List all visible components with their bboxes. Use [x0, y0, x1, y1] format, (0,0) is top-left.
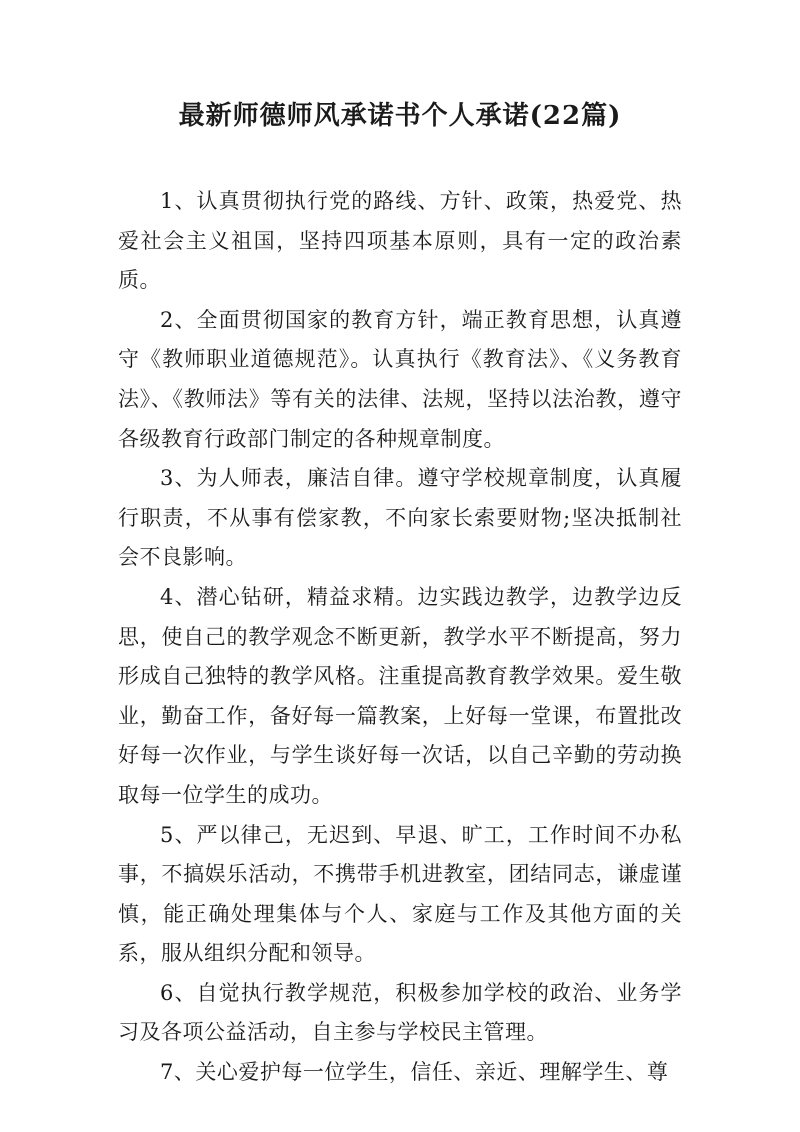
paragraph-1: 1、认真贯彻执行党的路线、方针、政策，热爱党、热爱社会主义祖国，坚持四项基本原则，具有一定的政治素质。: [118, 189, 682, 293]
paragraph-7: 7、关心爱护每一位学生，信任、亲近、理解学生、尊: [160, 1060, 669, 1085]
paragraph-2: 2、全面贯彻国家的教育方针，端正教育思想，认真遵守《教师职业道德规范》。认真执行《教育法》、《义务教育法》、《教师法》等有关的法律、法规，坚持以法治教，遵守各级教育行政部门制定的各种规章制度。: [118, 307, 682, 451]
paragraph-3: 3、为人师表，廉洁自律。遵守学校规章制度，认真履行职责，不从事有偿家教，不向家长索要财物;坚决抵制社会不良影响。: [118, 466, 682, 570]
document-title: 最新师德师风承诺书个人承诺(22篇): [178, 101, 622, 131]
paragraph-5: 5、严以律己，无迟到、早退、旷工，工作时间不办私事，不搞娱乐活动，不携带手机进教室，团结同志，谦虚谨慎，能正确处理集体与个人、家庭与工作及其他方面的关系，服从组织分配和领导。: [118, 822, 682, 966]
paragraph-6: 6、自觉执行教学规范，积极参加学校的政治、业务学习及各项公益活动，自主参与学校民主管理。: [118, 980, 682, 1045]
document-body: [118, 182, 682, 1093]
paragraph-4: 4、潜心钻研，精益求精。边实践边教学，边教学边反思，使自己的教学观念不断更新，教学水平不断提高，努力形成自己独特的教学风格。注重提高教育教学效果。爱生敬业，勤奋工作，备好每一篇教案，上好每一堂课，布置批改好每一次作业，与学生谈好每一次话，以自己辛勤的劳动换取每一位学生的成功。: [118, 584, 682, 807]
